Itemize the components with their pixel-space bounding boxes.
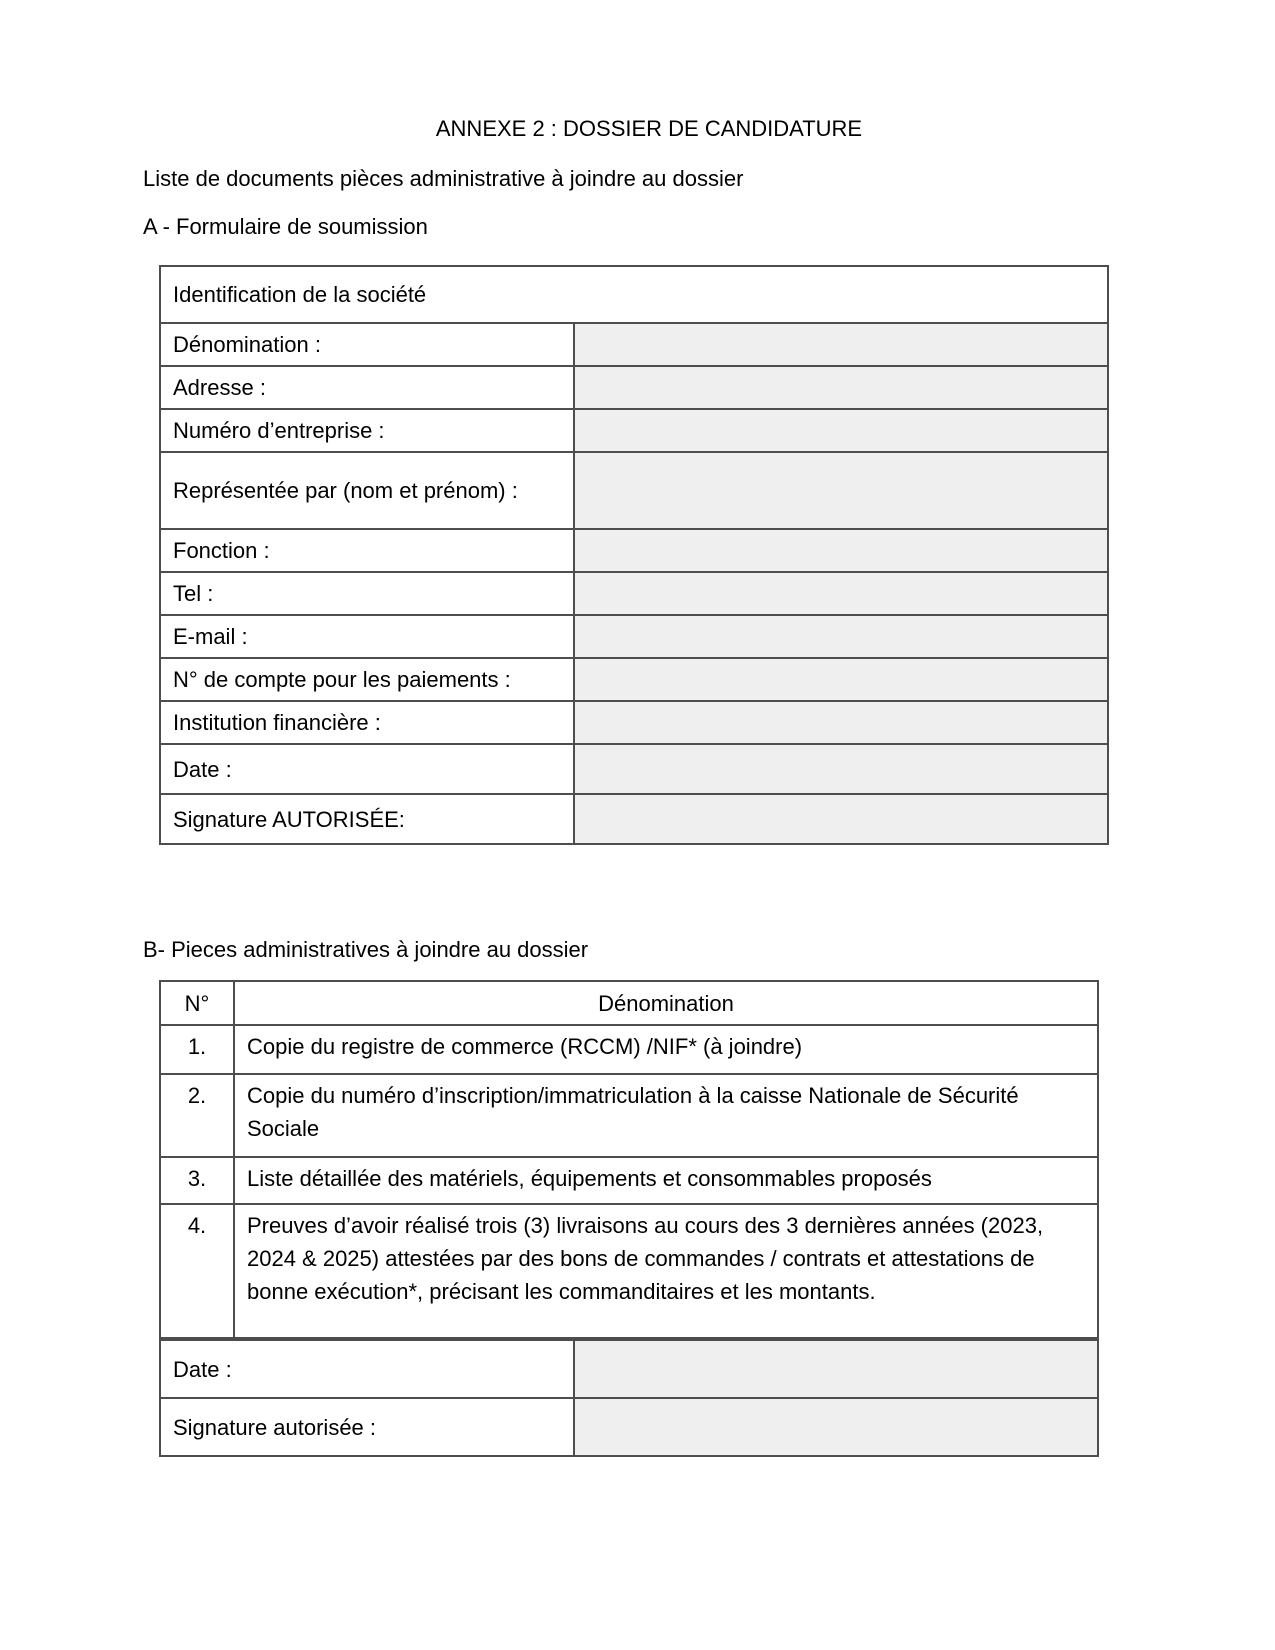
table-row: [160, 572, 1108, 615]
document-row-number: 1.: [160, 1025, 234, 1074]
table-row: [160, 529, 1108, 572]
documents-table: [159, 980, 1099, 1339]
table-header-row: [160, 981, 1098, 1025]
field-label-denomination: Dénomination :: [160, 323, 574, 366]
document-row-text: Liste détaillée des matériels, équipements et consommables proposés: [234, 1157, 1098, 1204]
document-row-number: 3.: [160, 1157, 234, 1204]
field-value-signature-autorisee[interactable]: [574, 794, 1108, 844]
document-subtitle: Liste de documents pièces administrative à joindre au dossier: [143, 166, 744, 191]
field-value-denomination[interactable]: [574, 323, 1108, 366]
field-label-date: Date :: [160, 744, 574, 794]
document-row-text: Copie du registre de commerce (RCCM) /NIF* (à joindre): [234, 1025, 1098, 1074]
document-row-text: Copie du numéro d’inscription/immatriculation à la caisse Nationale de Sécurité Sociale: [234, 1074, 1098, 1157]
field-label-fonction: Fonction :: [160, 529, 574, 572]
table-row: [160, 452, 1108, 529]
table-row: [160, 701, 1108, 744]
table-row: [160, 409, 1108, 452]
field-value-adresse[interactable]: [574, 366, 1108, 409]
table-row: [160, 1074, 1098, 1157]
table-row: [160, 1398, 1098, 1456]
table-row: [160, 615, 1108, 658]
field-label-numero-compte: N° de compte pour les paiements :: [160, 658, 574, 701]
table-row: [160, 1025, 1098, 1074]
field-value-date[interactable]: [574, 744, 1108, 794]
field-label-numero-entreprise: Numéro d’entreprise :: [160, 409, 574, 452]
table-row: [160, 1157, 1098, 1204]
section-b-heading: B- Pieces administratives à joindre au dossier: [143, 937, 589, 962]
column-header-denomination: Dénomination: [234, 981, 1098, 1025]
identification-table: [159, 265, 1109, 845]
field-label-email: E-mail :: [160, 615, 574, 658]
table-row: [160, 366, 1108, 409]
field-value-fonction[interactable]: [574, 529, 1108, 572]
table-row: [160, 323, 1108, 366]
field-label-tel: Tel :: [160, 572, 574, 615]
field-label-signature-autorisee: Signature AUTORISÉE:: [160, 794, 574, 844]
section-a-heading: A - Formulaire de soumission: [143, 214, 428, 239]
field-value-institution-financiere[interactable]: [574, 701, 1108, 744]
document-row-number: 2.: [160, 1074, 234, 1157]
field-value-representee-par[interactable]: [574, 452, 1108, 529]
document-row-number: 4.: [160, 1204, 234, 1338]
field-value-numero-entreprise[interactable]: [574, 409, 1108, 452]
table-row: [160, 266, 1108, 323]
column-header-num: N°: [160, 981, 234, 1025]
field-value-signature-b[interactable]: [574, 1398, 1098, 1456]
field-label-representee-par: Représentée par (nom et prénom) :: [160, 452, 574, 529]
field-label-institution-financiere: Institution financière :: [160, 701, 574, 744]
table-row: [160, 794, 1108, 844]
field-label-date-b: Date :: [160, 1340, 574, 1398]
table-row: [160, 1204, 1098, 1338]
table-row: [160, 744, 1108, 794]
field-label-signature-b: Signature autorisée :: [160, 1398, 574, 1456]
document-title: ANNEXE 2 : DOSSIER DE CANDIDATURE: [435, 116, 863, 141]
field-value-email[interactable]: [574, 615, 1108, 658]
table-row: [160, 1340, 1098, 1398]
field-value-tel[interactable]: [574, 572, 1108, 615]
document-row-text: Preuves d’avoir réalisé trois (3) livraisons au cours des 3 dernières années (2023, 2024 & 2025) attestées par des bons de commandes / contrats et attestations de bonne exécution*, précisant les commanditaires et les montants.: [234, 1204, 1098, 1338]
table-row: [160, 658, 1108, 701]
field-value-date-b[interactable]: [574, 1340, 1098, 1398]
field-value-numero-compte[interactable]: [574, 658, 1108, 701]
field-label-adresse: Adresse :: [160, 366, 574, 409]
date-signature-table: [159, 1339, 1099, 1457]
identification-table-header: Identification de la société: [160, 266, 1108, 323]
